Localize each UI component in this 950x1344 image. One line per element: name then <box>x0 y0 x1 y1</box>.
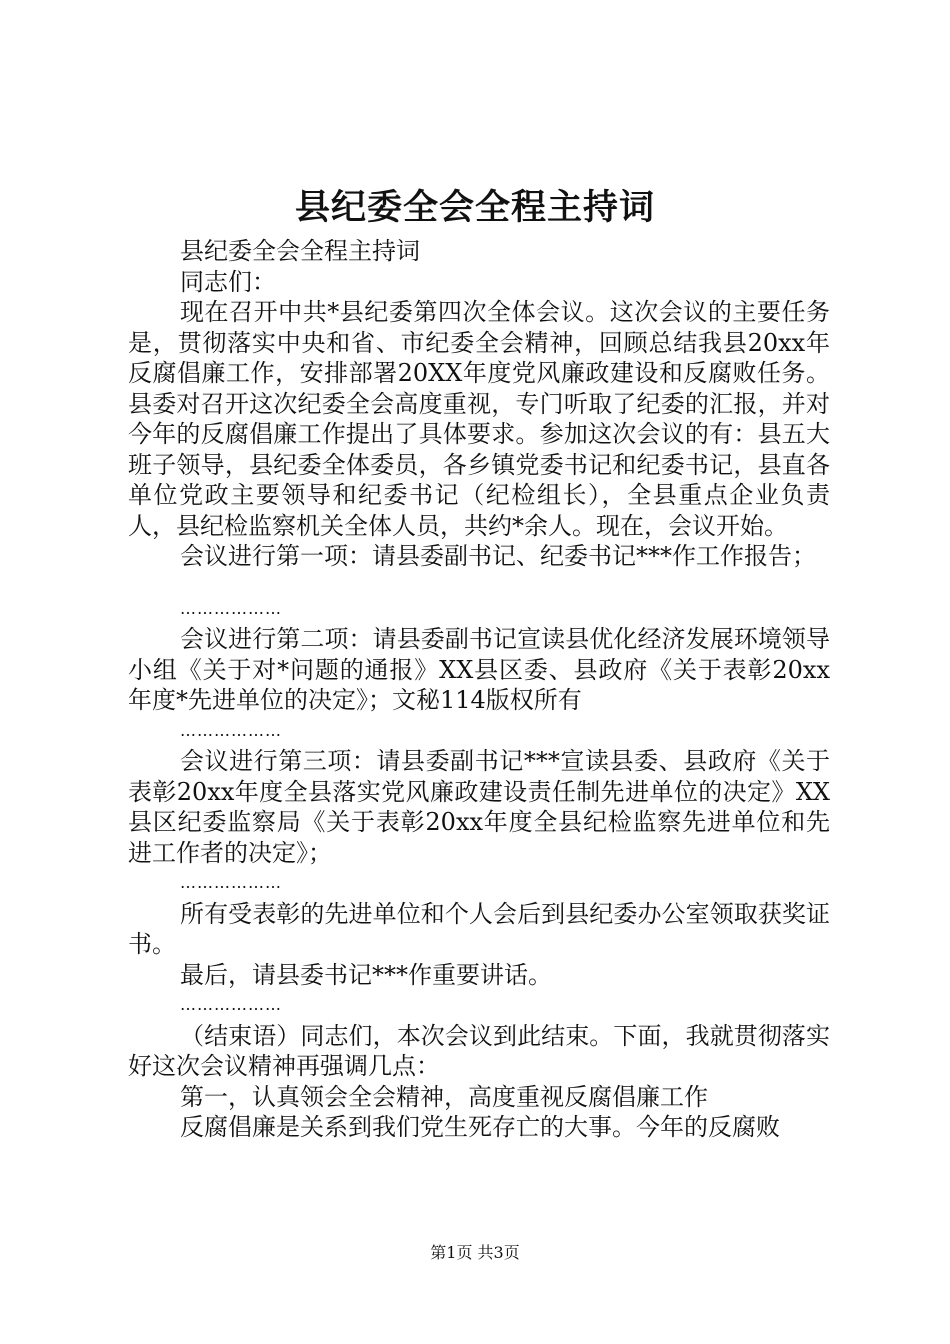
agenda-item-2: 会议进行第二项：请县委副书记宣读县优化经济发展环境领导小组《关于对*问题的通报》XX县区委、县政府《关于表彰20xx年度*先进单位的决定》；文秘114版权所有 <box>128 625 830 714</box>
point-one-paragraph: 反腐倡廉是关系到我们党生死存亡的大事。今年的反腐败 <box>180 1113 780 1141</box>
ellipsis-separator: ……………… <box>180 598 282 618</box>
subtitle-paragraph: 县纪委全会全程主持词 <box>180 237 420 265</box>
award-notice-paragraph: 所有受表彰的先进单位和个人会后到县纪委办公室领取获奖证书。 <box>128 899 830 958</box>
agenda-item-3: 会议进行第三项：请县委副书记***宣读县委、县政府《关于表彰20xx年度全县落实党风廉政建设责任制先进单位的决定》XX县区纪委监察局《关于表彰20xx年度全县纪检监察先进单位和先进工作者的决定》； <box>128 747 830 867</box>
ellipsis-separator: ……………… <box>180 995 282 1014</box>
ellipsis-separator: ……………… <box>180 720 282 740</box>
opening-paragraph: 现在召开中共*县纪委第四次全体会议。这次会议的主要任务是，贯彻落实中央和省、市纪委全会精神，回顾总结我县20xx年反腐倡廉工作，安排部署20XX年度党风廉政建设和反腐败任务。县委对召开这次纪委全会高度重视，专门听取了纪委的汇报，并对今年的反腐倡廉工作提出了具体要求。参加这次会议的有：县五大班子领导，县纪委全体委员，各乡镇党委书记和纪委书记，县直各单位党政主要领导和纪委书记（纪检组长），全县重点企业负责人，县纪检监察机关全体人员，共约*余人。现在，会议开始。 <box>128 298 830 540</box>
document-body <box>128 236 830 1143</box>
final-speech-paragraph: 最后，请县委书记***作重要讲话。 <box>180 960 552 989</box>
page-indicator: 第1页 共3页 <box>430 1243 520 1262</box>
agenda-item-1: 会议进行第一项：请县委副书记、纪委书记***作工作报告； <box>180 542 816 570</box>
closing-remarks-paragraph: （结束语）同志们，本次会议到此结束。下面，我就贯彻落实好这次会议精神再强调几点： <box>128 1021 830 1080</box>
point-one-heading: 第一，认真领会全会精神，高度重视反腐倡廉工作 <box>180 1082 708 1111</box>
document-title: 县纪委全会全程主持词 <box>294 187 655 228</box>
salutation-paragraph: 同志们： <box>180 267 276 296</box>
ellipsis-separator: ……………… <box>180 873 282 892</box>
